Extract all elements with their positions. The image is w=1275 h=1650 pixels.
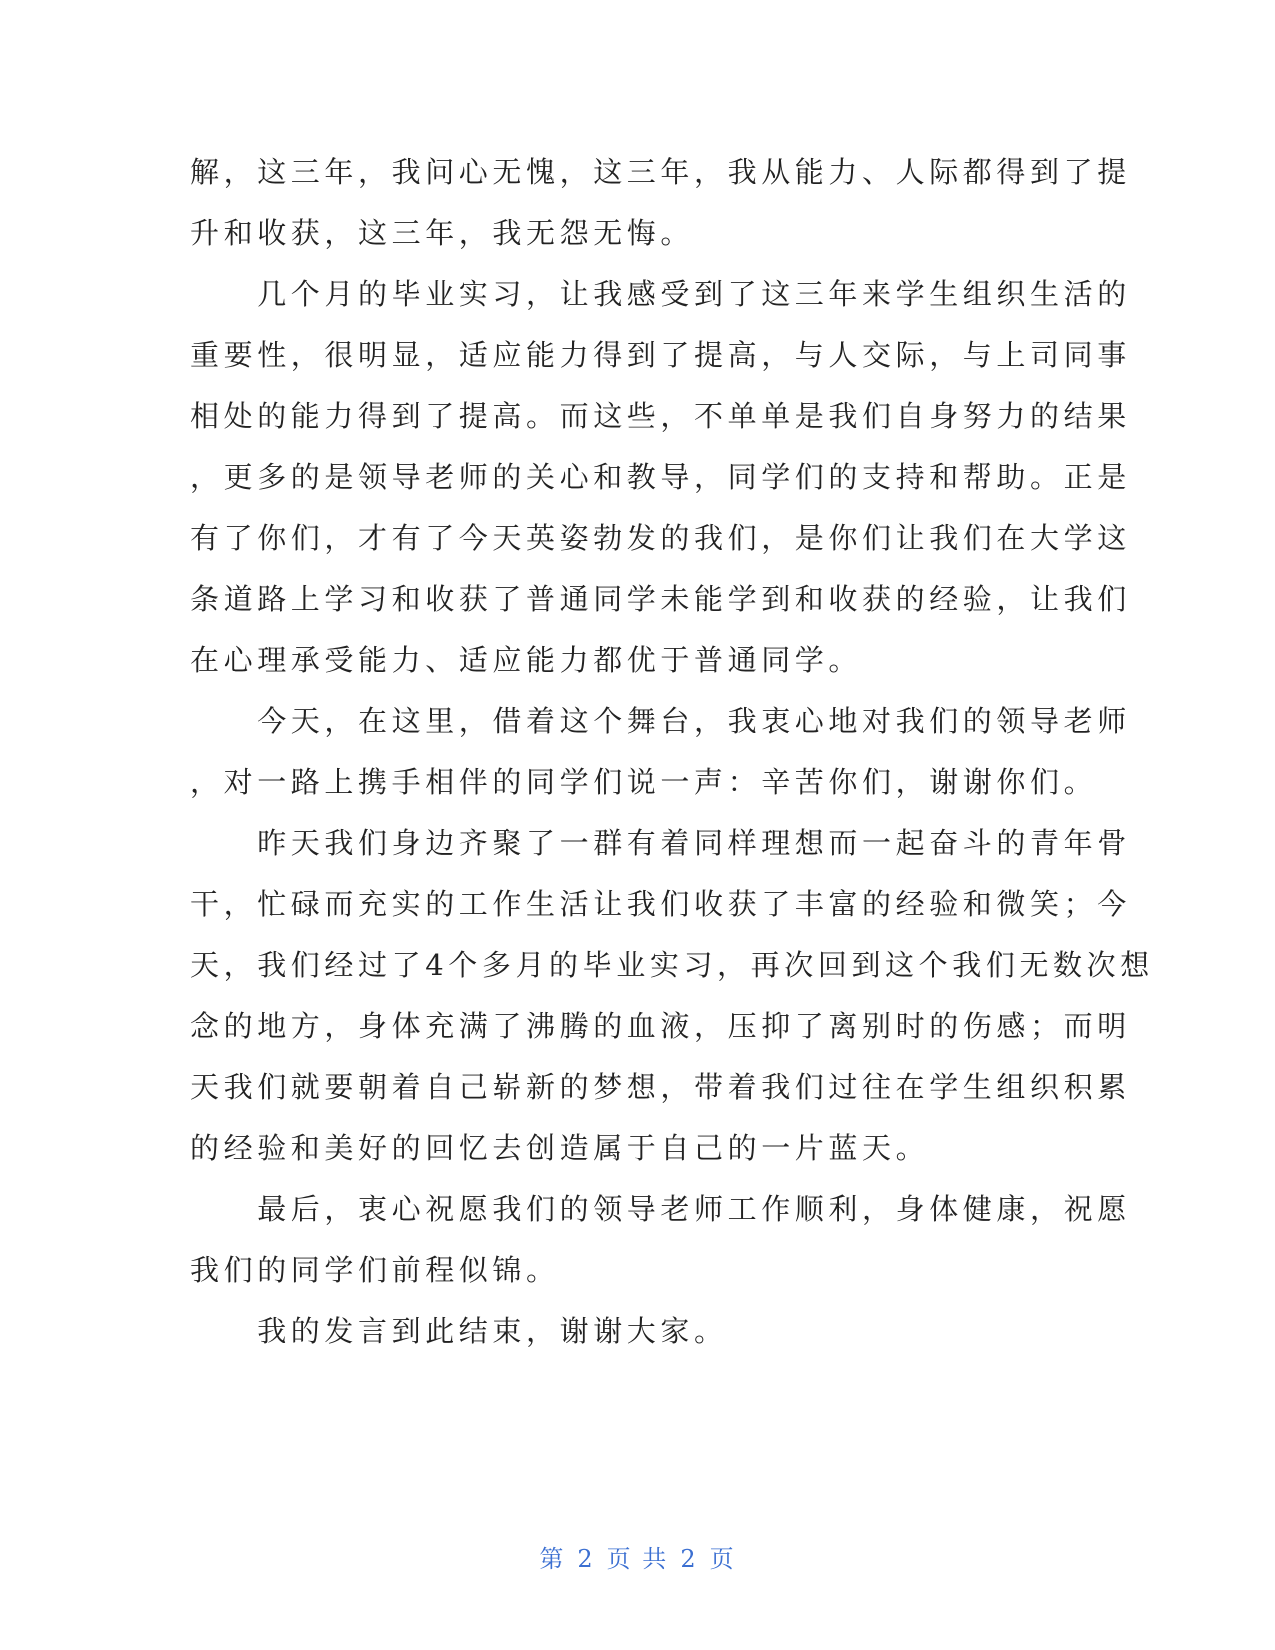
paragraph-start-line: 几个月的毕业实习，让我感受到了这三年来学生组织生活的 bbox=[190, 277, 1131, 311]
text-line: 有了你们，才有了今天英姿勃发的我们，是你们让我们在大学这 bbox=[190, 521, 1131, 555]
page-label-suffix: 页 bbox=[709, 1545, 736, 1573]
text-line: 天我们就要朝着自己崭新的梦想，带着我们过往在学生组织积累 bbox=[190, 1070, 1131, 1104]
page-footer bbox=[0, 1539, 1275, 1574]
text-line: 升和收获，这三年，我无怨无悔。 bbox=[190, 216, 695, 250]
text-line: 天，我们经过了4个多月的毕业实习，再次回到这个我们无数次想 bbox=[190, 948, 1154, 982]
text-line: 重要性，很明显，适应能力得到了提高，与人交际，与上司同事 bbox=[190, 338, 1131, 372]
text-line: 条道路上学习和收获了普通同学未能学到和收获的经验，让我们 bbox=[190, 582, 1131, 616]
text-line: 干，忙碌而充实的工作生活让我们收获了丰富的经验和微笑；今 bbox=[190, 887, 1131, 921]
text-line: 相处的能力得到了提高。而这些，不单单是我们自身努力的结果 bbox=[190, 399, 1131, 433]
page-label-mid: 页 共 bbox=[606, 1545, 669, 1573]
text-line: 的经验和美好的回忆去创造属于自己的一片蓝天。 bbox=[190, 1131, 930, 1165]
text-line: 解，这三年，我问心无愧，这三年，我从能力、人际都得到了提 bbox=[190, 155, 1131, 189]
text-line: 在心理承受能力、适应能力都优于普通同学。 bbox=[190, 643, 863, 677]
text-line: ，对一路上携手相伴的同学们说一声：辛苦你们，谢谢你们。 bbox=[190, 765, 1098, 799]
document-body bbox=[190, 142, 1154, 1362]
text-line: ，更多的是领导老师的关心和教导，同学们的支持和帮助。正是 bbox=[190, 460, 1131, 494]
paragraph-start-line: 今天，在这里，借着这个舞台，我衷心地对我们的领导老师 bbox=[190, 704, 1131, 738]
paragraph-start-line: 我的发言到此结束，谢谢大家。 bbox=[190, 1314, 728, 1348]
text-line: 念的地方，身体充满了沸腾的血液，压抑了离别时的伤感；而明 bbox=[190, 1009, 1131, 1043]
text-line: 我们的同学们前程似锦。 bbox=[190, 1253, 560, 1287]
paragraph-start-line: 昨天我们身边齐聚了一群有着同样理想而一起奋斗的青年骨 bbox=[190, 826, 1131, 860]
current-page-number: 2 bbox=[577, 1545, 595, 1573]
paragraph-start-line: 最后，衷心祝愿我们的领导老师工作顺利，身体健康，祝愿 bbox=[190, 1192, 1131, 1226]
page-label-prefix: 第 bbox=[539, 1545, 566, 1573]
total-pages-number: 2 bbox=[680, 1545, 698, 1573]
